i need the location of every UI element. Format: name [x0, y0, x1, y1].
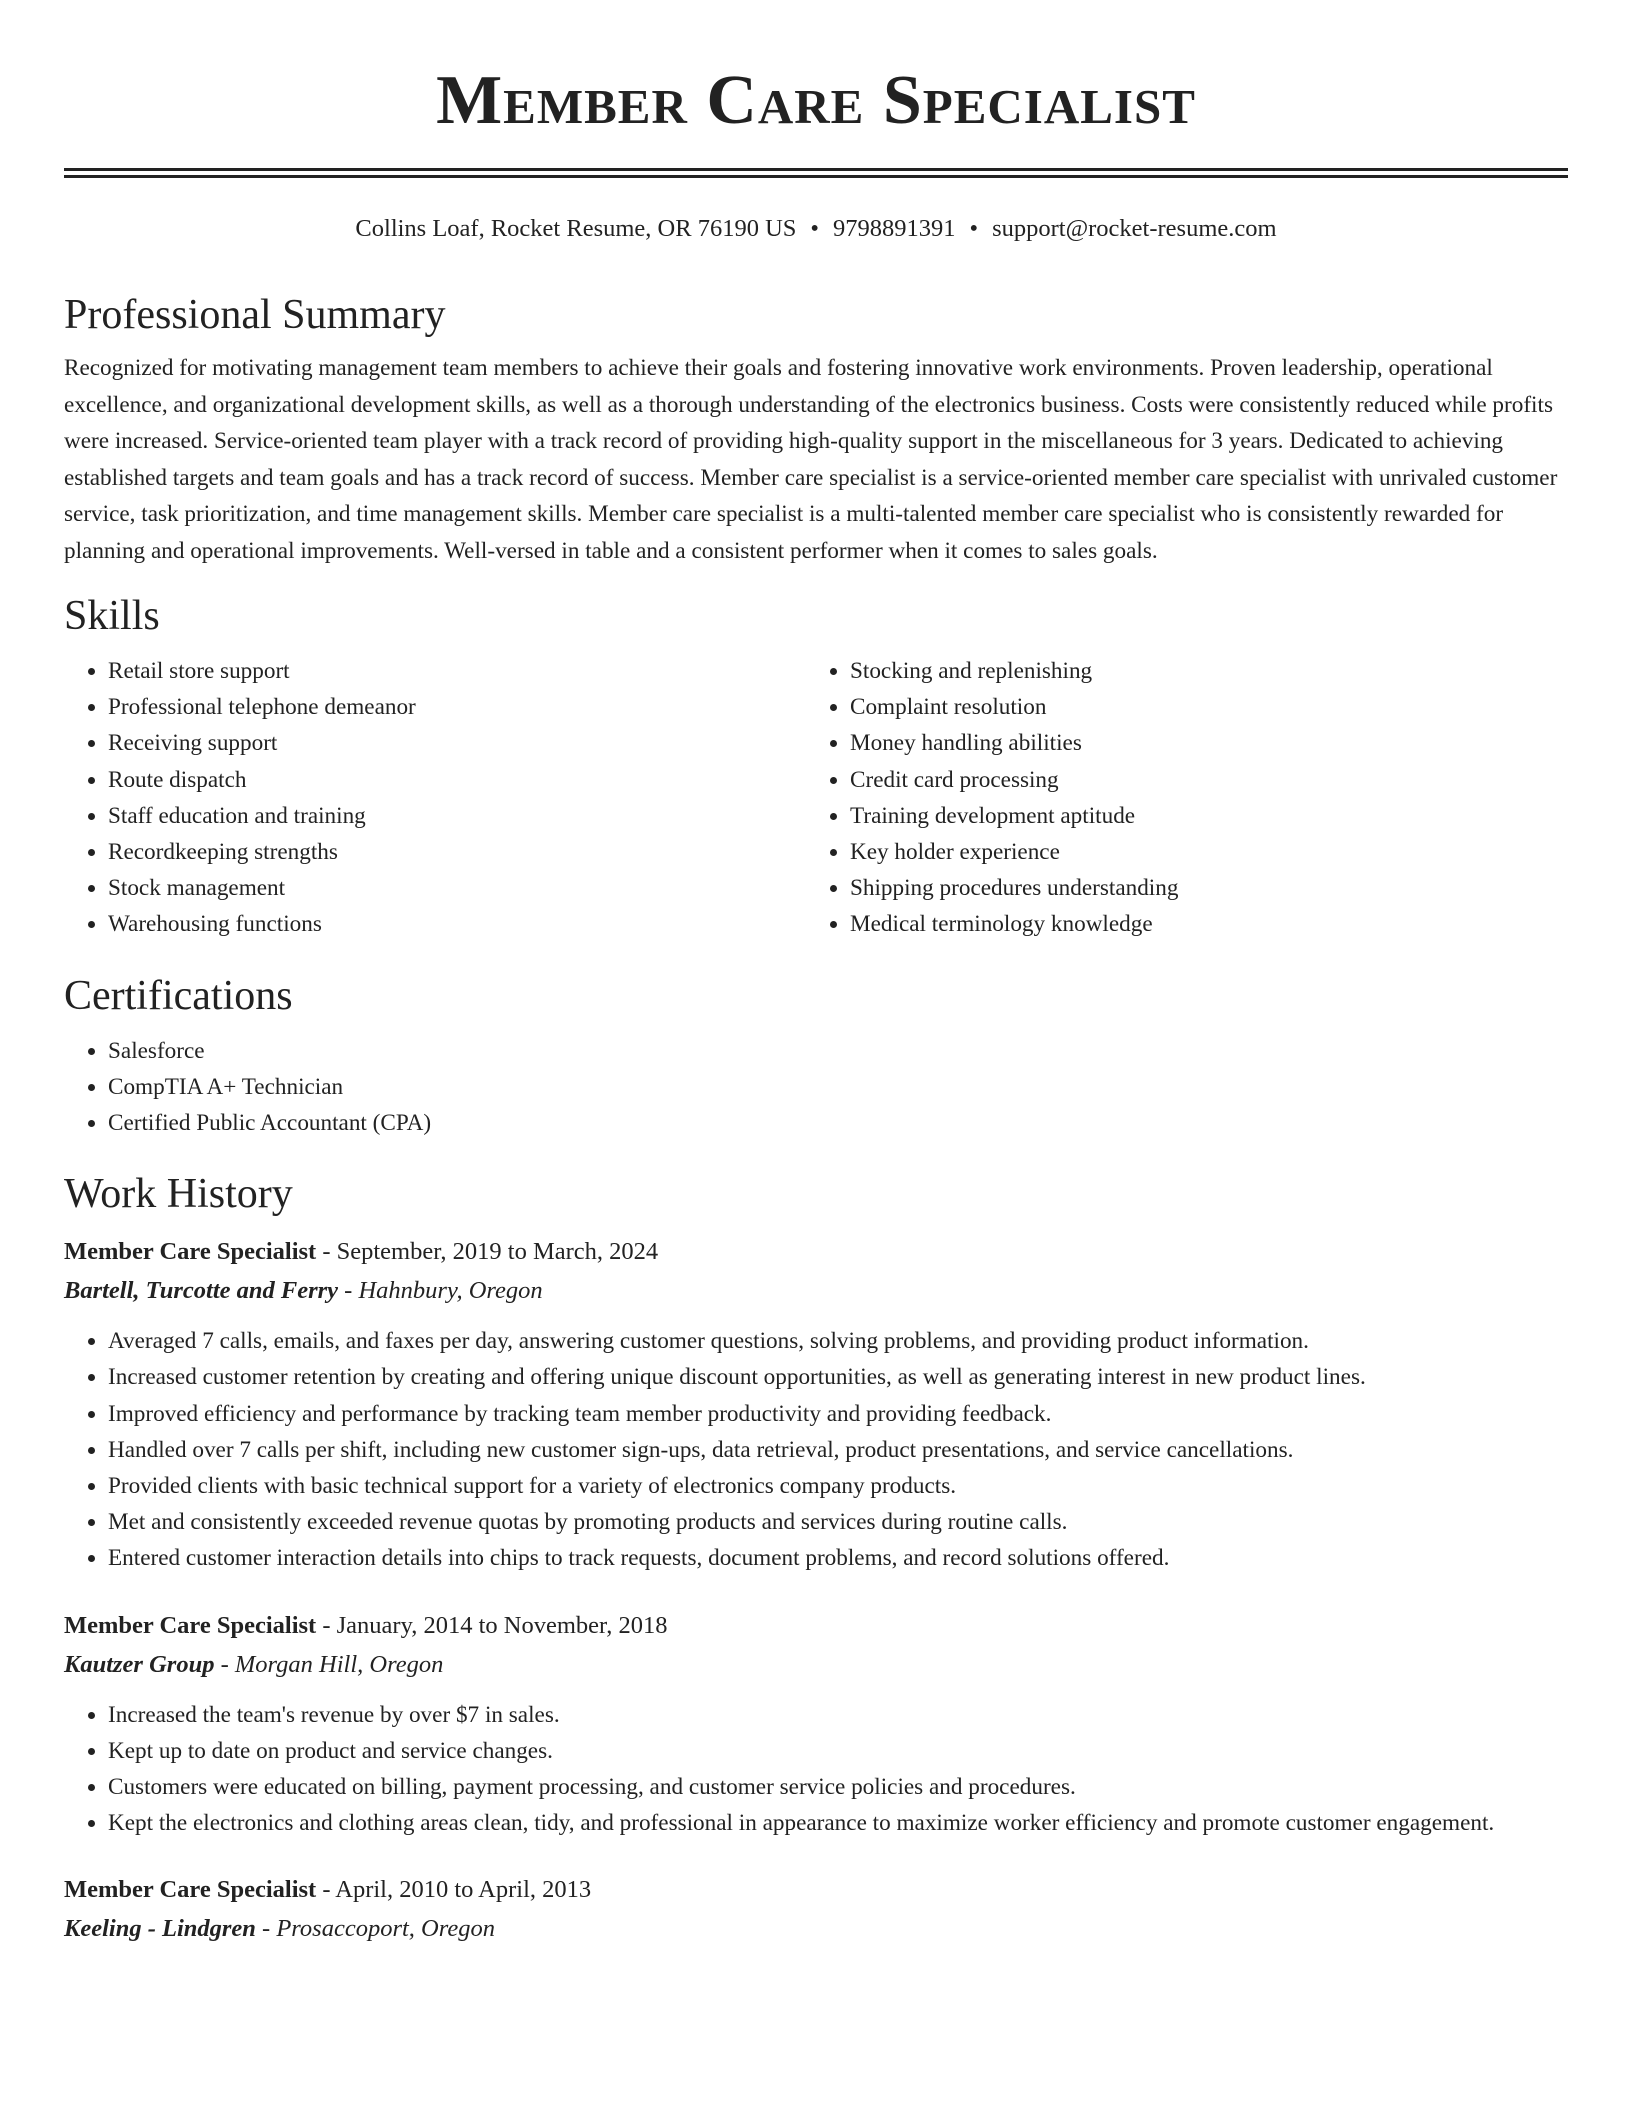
certification-item: • Certified Public Accountant (CPA)	[108, 1105, 1568, 1141]
job-role-line	[64, 1871, 1568, 1909]
job-location: Morgan Hill, Oregon	[234, 1650, 444, 1678]
job-location: Prosaccoport, Oregon	[276, 1915, 496, 1943]
skill-item: • Medical terminology knowledge	[850, 906, 1548, 942]
skill-item: • Complaint resolution	[850, 689, 1548, 725]
job-company-line	[64, 1271, 1568, 1311]
skill-item: • Key holder experience	[850, 834, 1548, 870]
resume-page	[64, 0, 1568, 1949]
job-bullet: • Handled over 7 calls per shift, including new customer sign-ups, data retrieval, product presentations, and service cancellations.	[108, 1432, 1568, 1468]
job-bullets	[64, 1697, 1568, 1842]
contact-phone: 9798891391	[832, 215, 956, 242]
skill-item: • Money handling abilities	[850, 725, 1548, 761]
skill-item: • Professional telephone demeanor	[108, 689, 806, 725]
certifications-list	[64, 1033, 1568, 1142]
skill-item: • Retail store support	[108, 653, 806, 689]
contact-separator: •	[810, 215, 819, 242]
job-entry	[64, 1607, 1568, 1842]
job-dash: -	[255, 1915, 277, 1943]
job-bullet: • Increased the team's revenue by over $7 in sales.	[108, 1697, 1568, 1733]
job-entry	[64, 1233, 1568, 1576]
job-dates: September, 2019 to March, 2024	[336, 1238, 659, 1266]
job-role: Member Care Specialist	[64, 1611, 317, 1639]
skill-item: • Receiving support	[108, 725, 806, 761]
skills-section-title: Skills	[64, 593, 160, 639]
skills-column-left	[64, 653, 806, 943]
job-bullet: • Averaged 7 calls, emails, and faxes per day, answering customer questions, solving problems, and providing product information.	[108, 1323, 1568, 1359]
work-history-section-title: Work History	[64, 1171, 293, 1218]
job-bullets	[64, 1323, 1568, 1576]
job-company-line	[64, 1909, 1568, 1949]
job-company-line	[64, 1645, 1568, 1685]
job-bullet: • Met and consistently exceeded revenue quotas by promoting products and services during routine calls.	[108, 1504, 1568, 1540]
skill-item: • Warehousing functions	[108, 906, 806, 942]
header-double-rule	[64, 168, 1568, 178]
job-role: Member Care Specialist	[64, 1238, 317, 1266]
contact-address: Collins Loaf, Rocket Resume, OR 76190 US	[355, 215, 797, 242]
job-dates: April, 2010 to April, 2013	[335, 1876, 592, 1904]
job-dash: -	[316, 1876, 336, 1904]
job-bullet: • Kept up to date on product and service changes.	[108, 1733, 1568, 1769]
skill-item: • Stocking and replenishing	[850, 653, 1548, 689]
job-company: Keeling - Lindgren	[64, 1915, 256, 1943]
job-dash: -	[316, 1611, 337, 1639]
skills-columns	[64, 653, 1568, 943]
skill-item: • Credit card processing	[850, 762, 1548, 798]
summary-text: Recognized for motivating management team members to achieve their goals and fostering innovative work environments. Proven leadership, operational excellence, and organizational development skills, as well as a thorough understanding of the electronics business. Costs were consistently reduced while profits were increased. Service-oriented team player with a track record of providing high-quality support in the miscellaneous for 3 years. Dedicated to achieving established targets and team goals and has a track record of success. Member care specialist is a service-oriented member care specialist with unrivaled customer service, task prioritization, and time management skills. Member care specialist is a multi-talented member care specialist who is consistently rewarded for planning and operational improvements. Well-versed in table and a consistent performer when it comes to sales goals.	[64, 355, 1558, 564]
certifications-section-title: Certifications	[64, 972, 293, 1019]
skill-item: • Route dispatch	[108, 762, 806, 798]
skill-item: • Recordkeeping strengths	[108, 834, 806, 870]
contact-line	[64, 214, 1568, 244]
job-bullet: • Customers were educated on billing, payment processing, and customer service policies and procedures.	[108, 1769, 1568, 1805]
skill-item: • Stock management	[108, 870, 806, 906]
job-dash: -	[338, 1277, 359, 1305]
skill-item: • Shipping procedures understanding	[850, 870, 1548, 906]
job-company: Kautzer Group	[64, 1650, 215, 1678]
job-bullet: • Kept the electronics and clothing areas clean, tidy, and professional in appearance to maximize worker efficiency and promote customer engagement.	[108, 1805, 1568, 1841]
skills-column-right	[806, 653, 1548, 943]
job-role: Member Care Specialist	[64, 1876, 317, 1904]
job-role-line	[64, 1233, 1568, 1271]
job-bullet: • Improved efficiency and performance by tracking team member productivity and providing feedback.	[108, 1396, 1568, 1432]
job-bullet: • Provided clients with basic technical support for a variety of electronics company products.	[108, 1468, 1568, 1504]
job-entry	[64, 1871, 1568, 1949]
job-role-line	[64, 1607, 1568, 1645]
job-dash: -	[214, 1650, 235, 1678]
certification-item: • Salesforce	[108, 1033, 1568, 1069]
certification-item: • CompTIA A+ Technician	[108, 1069, 1568, 1105]
contact-separator: •	[969, 215, 979, 242]
skill-item: • Training development aptitude	[850, 798, 1548, 834]
job-company: Bartell, Turcotte and Ferry	[64, 1277, 339, 1305]
contact-email: support@rocket-resume.com	[992, 215, 1277, 242]
resume-name-heading: Member Care Specialist	[436, 62, 1196, 139]
job-dash: -	[316, 1238, 337, 1266]
summary-section-title: Professional Summary	[64, 292, 446, 338]
job-location: Hahnbury, Oregon	[358, 1277, 543, 1305]
skill-item: • Staff education and training	[108, 798, 806, 834]
job-dates: January, 2014 to November, 2018	[336, 1611, 668, 1639]
job-bullet: • Increased customer retention by creating and offering unique discount opportunities, as well as generating interest in new product lines.	[108, 1359, 1568, 1395]
job-bullet: • Entered customer interaction details into chips to track requests, document problems, and record solutions offered.	[108, 1540, 1568, 1576]
